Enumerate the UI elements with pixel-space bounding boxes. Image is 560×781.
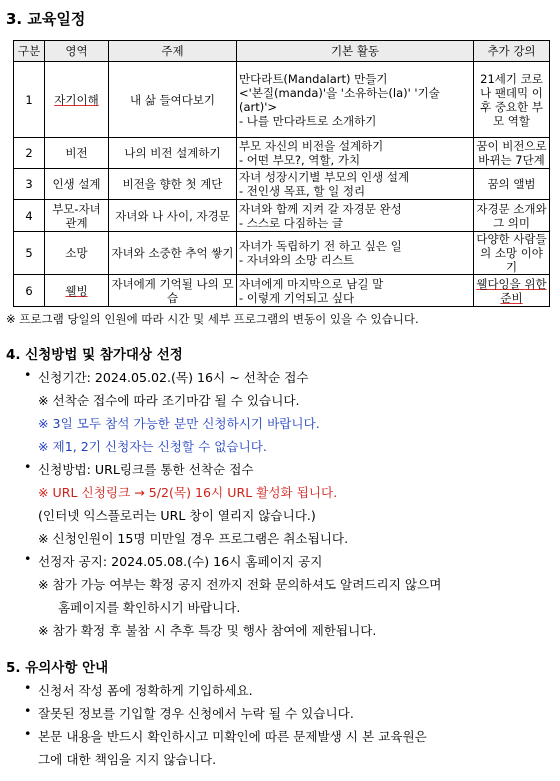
row-activity: 만다라트(Mandalart) 만들기 <'본질(manda)'을 '소유하는(la)' '기술(art)'> - 나를 만다라트로 소개하기: [237, 62, 474, 138]
header-extra: 추가 강의: [474, 41, 550, 62]
table-row: [14, 275, 550, 307]
apply-link-note: ※ URL 신청링크 → 5/2(목) 16시 URL 활성화 됩니다.: [38, 485, 338, 500]
row-no: 1: [14, 62, 45, 138]
row-topic: 자녀에게 기억될 나의 모습: [109, 275, 237, 307]
schedule-note: ※ 프로그램 당일의 인원에 따라 시간 및 세부 프로그램의 변동이 있을 수 있습니다.: [6, 312, 419, 326]
row-topic: 자녀와 소중한 추억 쌓기: [109, 232, 237, 275]
row-area: 소망: [45, 232, 109, 275]
header-area: 영역: [45, 41, 109, 62]
row-activity: 자녀에게 마지막으로 남길 말 - 이렇게 기억되고 싶다: [237, 275, 474, 307]
row-extra: 21세기 코로나 팬데믹 이후 중요한 부모 역할: [474, 62, 550, 138]
row-activity: 자녀가 독립하기 전 하고 싶은 일 - 자녀와의 소망 리스트: [237, 232, 474, 275]
apply-method: • 신청방법: URL링크를 통한 선착순 접수: [38, 459, 254, 478]
row-no: 4: [14, 200, 45, 232]
caution-item: • 신청서 작성 폼에 정확하게 기입하세요.: [38, 680, 253, 699]
selection-notice-note: ※ 참가 확정 후 불참 시 추후 특강 및 행사 참여에 제한됩니다.: [38, 623, 377, 638]
row-activity: 자녀와 함께 지켜 갈 자경문 완성 - 스스로 다짐하는 글: [237, 200, 474, 232]
caution-item: • 잘못된 정보를 기입할 경우 신청에서 누락 될 수 있습니다.: [38, 703, 354, 722]
table-header-row: [14, 41, 550, 62]
apply-period-note: ※ 제1, 2기 신청자는 신청할 수 없습니다.: [38, 439, 267, 454]
row-extra: 꿈이 비전으로 바뀌는 7단계: [474, 138, 550, 169]
header-activity: 기본 활동: [237, 41, 474, 62]
table-row: [14, 232, 550, 275]
caution-item-continued: 그에 대한 책임을 지지 않습니다.: [38, 752, 217, 767]
selection-notice-note: 홈페이지를 확인하시기 바랍니다.: [58, 600, 241, 615]
table-row: [14, 200, 550, 232]
row-no: 5: [14, 232, 45, 275]
section5-title: 5. 유의사항 안내: [6, 660, 109, 676]
row-extra: 꿈의 앨범: [474, 169, 550, 200]
row-area: 비전: [45, 138, 109, 169]
row-no: 2: [14, 138, 45, 169]
apply-period: • 신청기간: 2024.05.02.(목) 16시 ~ 선착순 접수: [38, 367, 309, 386]
apply-method-note: ※ 신청인원이 15명 미만일 경우 프로그램은 취소됩니다.: [38, 531, 349, 546]
caution-item: • 본문 내용을 반드시 확인하시고 미확인에 따른 문제발생 시 본 교육원은: [38, 726, 427, 745]
row-area: 웰빙: [45, 275, 109, 307]
row-extra: 웰다잉을 위한 준비: [474, 275, 550, 307]
row-topic: 자녀와 나 사이, 자경문: [109, 200, 237, 232]
row-extra: 자경문 소개와 그 의미: [474, 200, 550, 232]
table-row: [14, 62, 550, 138]
row-activity: 부모 자신의 비전을 설계하기 - 어떤 부모?, 역할, 가치: [237, 138, 474, 169]
row-topic: 나의 비전 설계하기: [109, 138, 237, 169]
selection-notice: • 선정자 공지: 2024.05.08.(수) 16시 홈페이지 공지: [38, 551, 322, 570]
table-row: [14, 169, 550, 200]
header-no: 구분: [14, 41, 45, 62]
header-topic: 주제: [109, 41, 237, 62]
selection-notice-note: ※ 참가 가능 여부는 확정 공지 전까지 전화 문의하셔도 알려드리지 않으며: [38, 577, 442, 592]
row-topic: 내 삶 들여다보기: [109, 62, 237, 138]
table-row: [14, 138, 550, 169]
row-activity: 자녀 성장시기별 부모의 인생 설계 - 전인생 목표, 할 일 정리: [237, 169, 474, 200]
row-area: 인생 설계: [45, 169, 109, 200]
row-no: 6: [14, 275, 45, 307]
section4-title: 4. 신청방법 및 참가대상 선정: [6, 347, 183, 363]
section3-title: 3. 교육일정: [6, 10, 86, 28]
apply-method-note: (인터넷 익스플로러는 URL 창이 열리지 않습니다.): [38, 508, 316, 523]
row-no: 3: [14, 169, 45, 200]
schedule-table: [13, 40, 550, 307]
row-topic: 비전을 향한 첫 계단: [109, 169, 237, 200]
apply-period-note: ※ 3일 모두 참석 가능한 분만 신청하시기 바랍니다.: [38, 416, 320, 431]
row-extra: 다양한 사람들의 소망 이야기: [474, 232, 550, 275]
apply-period-note: ※ 선착순 접수에 따라 조기마감 될 수 있습니다.: [38, 393, 300, 408]
row-area: 부모-자녀 관계: [45, 200, 109, 232]
row-area: 자기이해: [45, 62, 109, 138]
